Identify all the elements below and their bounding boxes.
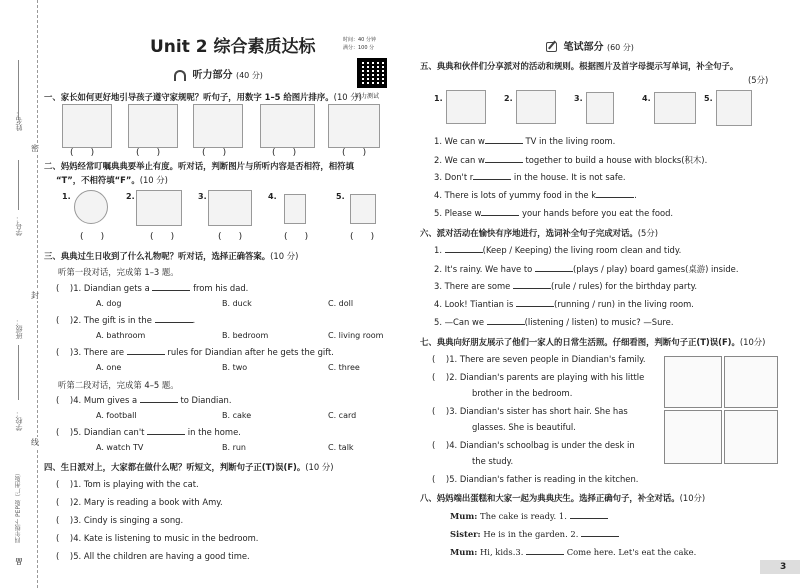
option-a[interactable]: A. football	[96, 411, 137, 420]
name-label: 姓名：	[15, 110, 23, 131]
answer-blank[interactable]	[155, 315, 193, 323]
answer-blank[interactable]	[485, 136, 523, 144]
qr-label: 听力测试	[355, 93, 380, 100]
question-3: 三、典典过生日收到了什么礼物呢？听对话，选择正确答案。(10 分)	[44, 251, 299, 261]
page-number: 3	[760, 560, 800, 574]
writing-section-head: 笔试部分 (60 分)	[546, 38, 634, 53]
answer-blank[interactable]	[581, 529, 619, 537]
q4-item-4: ( )4. Kate is listening to music in the bedroom.	[56, 533, 259, 543]
q2-num-5: 5.	[336, 192, 345, 201]
brand-label: 品	[15, 558, 23, 565]
answer-blank[interactable]	[487, 317, 525, 325]
option-c[interactable]: C. card	[328, 411, 357, 420]
q3-item-4: ( )4. Mum gives a to Diandian.	[56, 395, 232, 405]
q5-picture-3	[586, 92, 614, 124]
pen-icon	[546, 42, 557, 52]
q5-picture-2	[516, 90, 556, 124]
q5-item-1: 1. We can w TV in the living room.	[434, 136, 616, 146]
q1-picture-1	[62, 104, 112, 148]
q4-item-3: ( )3. Cindy is singing a song.	[56, 515, 184, 525]
answer-blank[interactable]	[516, 299, 554, 307]
answer-blank[interactable]	[596, 190, 634, 198]
class-label: 班级：	[15, 318, 23, 339]
answer-blank[interactable]	[570, 511, 608, 519]
q4-item-1: ( )1. Tom is playing with the cat.	[56, 479, 199, 489]
seal-char-xian: 线	[31, 438, 39, 447]
answer-blank[interactable]	[473, 172, 511, 180]
q2-num-1: 1.	[62, 192, 71, 201]
q2-picture-1	[74, 190, 108, 224]
answer-blank[interactable]	[147, 427, 185, 435]
q3-item-1: ( )1. Diandian gets a from his dad.	[56, 283, 249, 293]
answer-paren[interactable]: ( )	[150, 232, 175, 242]
option-b[interactable]: B. cake	[222, 411, 252, 420]
option-b[interactable]: B. two	[222, 363, 248, 372]
number-label: 学号：	[15, 215, 23, 236]
option-c[interactable]: C. doll	[328, 299, 354, 308]
q6-item-4: 4. Look! Tiantian is (running / run) in the living room.	[434, 299, 694, 309]
answer-paren[interactable]: ( )	[350, 232, 375, 242]
q6-item-3: 3. There are some (rule / rules) for the birthday party.	[434, 281, 698, 291]
q6-item-1: 1. (Keep / Keeping) the living room clean and tidy.	[434, 245, 682, 255]
answer-blank[interactable]	[152, 283, 190, 291]
answer-paren[interactable]: ( )	[136, 148, 161, 158]
answer-paren[interactable]: ( )	[218, 232, 243, 242]
answer-blank[interactable]	[535, 264, 573, 272]
qr-code[interactable]	[357, 58, 387, 88]
q3-item-2: ( )2. The gift is in the .	[56, 315, 196, 325]
edition-label: 四年级下 PEP版（广州版）	[15, 470, 22, 543]
school-label: 学校：	[15, 410, 23, 431]
question-4: 四、生日派对上，大家都在做什么呢？听短文，判断句子正(T)误(F)。(10 分)	[44, 462, 334, 472]
answer-paren[interactable]: ( )	[342, 148, 367, 158]
q5-item-2: 2. We can w together to build a house with blocks(积木).	[434, 155, 708, 165]
cut-line	[18, 345, 19, 400]
cut-line	[18, 160, 19, 210]
q7-item-5: ( )5. Diandian's father is reading in the kitchen.	[432, 474, 639, 484]
seal-char-mi: 密	[31, 144, 39, 153]
question-5-pts: (5分)	[748, 75, 769, 85]
q1-picture-4	[260, 104, 315, 148]
dialogue-line-1: Mum: The cake is ready. 1.	[450, 511, 608, 521]
answer-blank[interactable]	[513, 281, 551, 289]
q2-picture-4	[284, 194, 306, 224]
question-6: 六、派对活动在愉快有序地进行，选词补全句子完成对话。(5分)	[420, 228, 658, 238]
q2-picture-3	[208, 190, 252, 226]
listening-section-head: 听力部分 (40 分)	[174, 66, 263, 81]
dialogue-line-3: Mum: Hi, kids.3. Come here. Let's eat the cake.	[450, 547, 697, 557]
q7-item-4: ( )4. Diandian's schoolbag is under the desk in	[432, 440, 635, 450]
q3-part2-note: 听第二段对话，完成第 4–5 题。	[58, 380, 179, 390]
q5-picture-4	[654, 92, 696, 124]
q7-item-4-cont: the study.	[472, 456, 514, 466]
option-a[interactable]: A. one	[96, 363, 122, 372]
family-scene-3	[664, 410, 722, 464]
q1-picture-5	[328, 104, 380, 148]
q1-picture-2	[128, 104, 178, 148]
option-c[interactable]: C. talk	[328, 443, 354, 452]
q5-num-2: 2.	[504, 94, 513, 103]
q7-item-1: ( )1. There are seven people in Diandian's family.	[432, 354, 646, 364]
question-2-line2: “T”，不相符填“F”。(10 分)	[56, 175, 168, 185]
q2-num-3: 3.	[198, 192, 207, 201]
q6-item-5: 5. —Can we (listening / listen) to music? —Sure.	[434, 317, 674, 327]
question-7: 七、典典向好朋友展示了他们一家人的日常生活照。仔细看图，判断句子正(T)误(F)。(10分)	[420, 337, 766, 347]
dialogue-line-2: Sister: He is in the garden. 2.	[450, 529, 619, 539]
q7-item-2: ( )2. Diandian's parents are playing with his little	[432, 372, 645, 382]
question-2: 二、妈妈经常叮嘱典典要举止有度。听对话，判断图片与所听内容是否相符，相符填	[44, 161, 354, 171]
q5-picture-1	[446, 90, 486, 124]
q6-item-2: 2. It's rainy. We have to (plays / play) board games(桌游) inside.	[434, 264, 739, 274]
q5-picture-5	[716, 90, 752, 126]
q5-item-5: 5. Please w your hands before you eat the food.	[434, 208, 674, 218]
question-1: 一、家长如何更好地引导孩子遵守家规呢？听句子，用数字 1–5 给图片排序。(10 分)	[44, 92, 362, 102]
q5-item-3: 3. Don't r in the house. It is not safe.	[434, 172, 626, 182]
q5-item-4: 4. There is lots of yummy food in the k .	[434, 190, 637, 200]
q4-item-2: ( )2. Mary is reading a book with Amy.	[56, 497, 223, 507]
q7-item-3: ( )3. Diandian's sister has short hair. She has	[432, 406, 628, 416]
option-b[interactable]: B. bedroom	[222, 331, 269, 340]
q1-picture-3	[193, 104, 243, 148]
answer-paren[interactable]: ( )	[80, 232, 105, 242]
family-scene-1	[664, 356, 722, 408]
q2-num-2: 2.	[126, 192, 135, 201]
seal-char-feng: 封	[31, 291, 39, 300]
q5-num-1: 1.	[434, 94, 443, 103]
q3-item-3: ( )3. There are rules for Diandian after he gets the gift.	[56, 347, 334, 357]
answer-blank[interactable]	[485, 155, 523, 163]
q3-part1-note: 听第一段对话，完成第 1–3 题。	[58, 267, 179, 277]
headphones-icon	[174, 70, 186, 81]
q7-item-2-cont: brother in the bedroom.	[472, 388, 573, 398]
option-b[interactable]: B. duck	[222, 299, 252, 308]
family-scene-2	[724, 356, 778, 408]
answer-blank[interactable]	[127, 347, 165, 355]
q4-item-5: ( )5. All the children are having a good time.	[56, 551, 250, 561]
option-c[interactable]: C. three	[328, 363, 360, 372]
family-scene-4	[724, 410, 778, 464]
question-5: 五、典典和伙伴们分享派对的活动和规则。根据图片及首字母提示写单词，补全句子。	[420, 61, 739, 71]
option-a[interactable]: A. dog	[96, 299, 122, 308]
q2-picture-5	[350, 194, 376, 224]
exam-meta	[343, 36, 376, 52]
answer-blank[interactable]	[526, 547, 564, 555]
answer-paren[interactable]: ( )	[284, 232, 309, 242]
answer-paren[interactable]: ( )	[272, 148, 297, 158]
answer-blank[interactable]	[481, 208, 519, 216]
answer-blank[interactable]	[140, 395, 178, 403]
answer-blank[interactable]	[445, 245, 483, 253]
q2-num-4: 4.	[268, 192, 277, 201]
question-8: 八、妈妈端出蛋糕和大家一起为典典庆生。选择正确句子，补全对话。(10分)	[420, 493, 706, 503]
q5-num-3: 3.	[574, 94, 583, 103]
full-score: 满分：100 分	[343, 45, 375, 51]
q3-item-5: ( )5. Diandian can't in the home.	[56, 427, 241, 437]
q5-num-4: 4.	[642, 94, 651, 103]
answer-paren[interactable]: ( )	[202, 148, 227, 158]
page-title: Unit 2 综合素质达标	[150, 37, 316, 57]
answer-paren[interactable]: ( )	[70, 148, 95, 158]
option-a[interactable]: A. bathroom	[96, 331, 146, 340]
binding-margin	[0, 0, 38, 588]
option-a[interactable]: A. watch TV	[96, 443, 144, 452]
q2-picture-2	[136, 190, 182, 226]
q7-item-3-cont: glasses. She is beautiful.	[472, 422, 576, 432]
option-b[interactable]: B. run	[222, 443, 247, 452]
time-limit: 时间：40 分钟	[343, 37, 376, 43]
option-c[interactable]: C. living room	[328, 331, 384, 340]
q5-num-5: 5.	[704, 94, 713, 103]
